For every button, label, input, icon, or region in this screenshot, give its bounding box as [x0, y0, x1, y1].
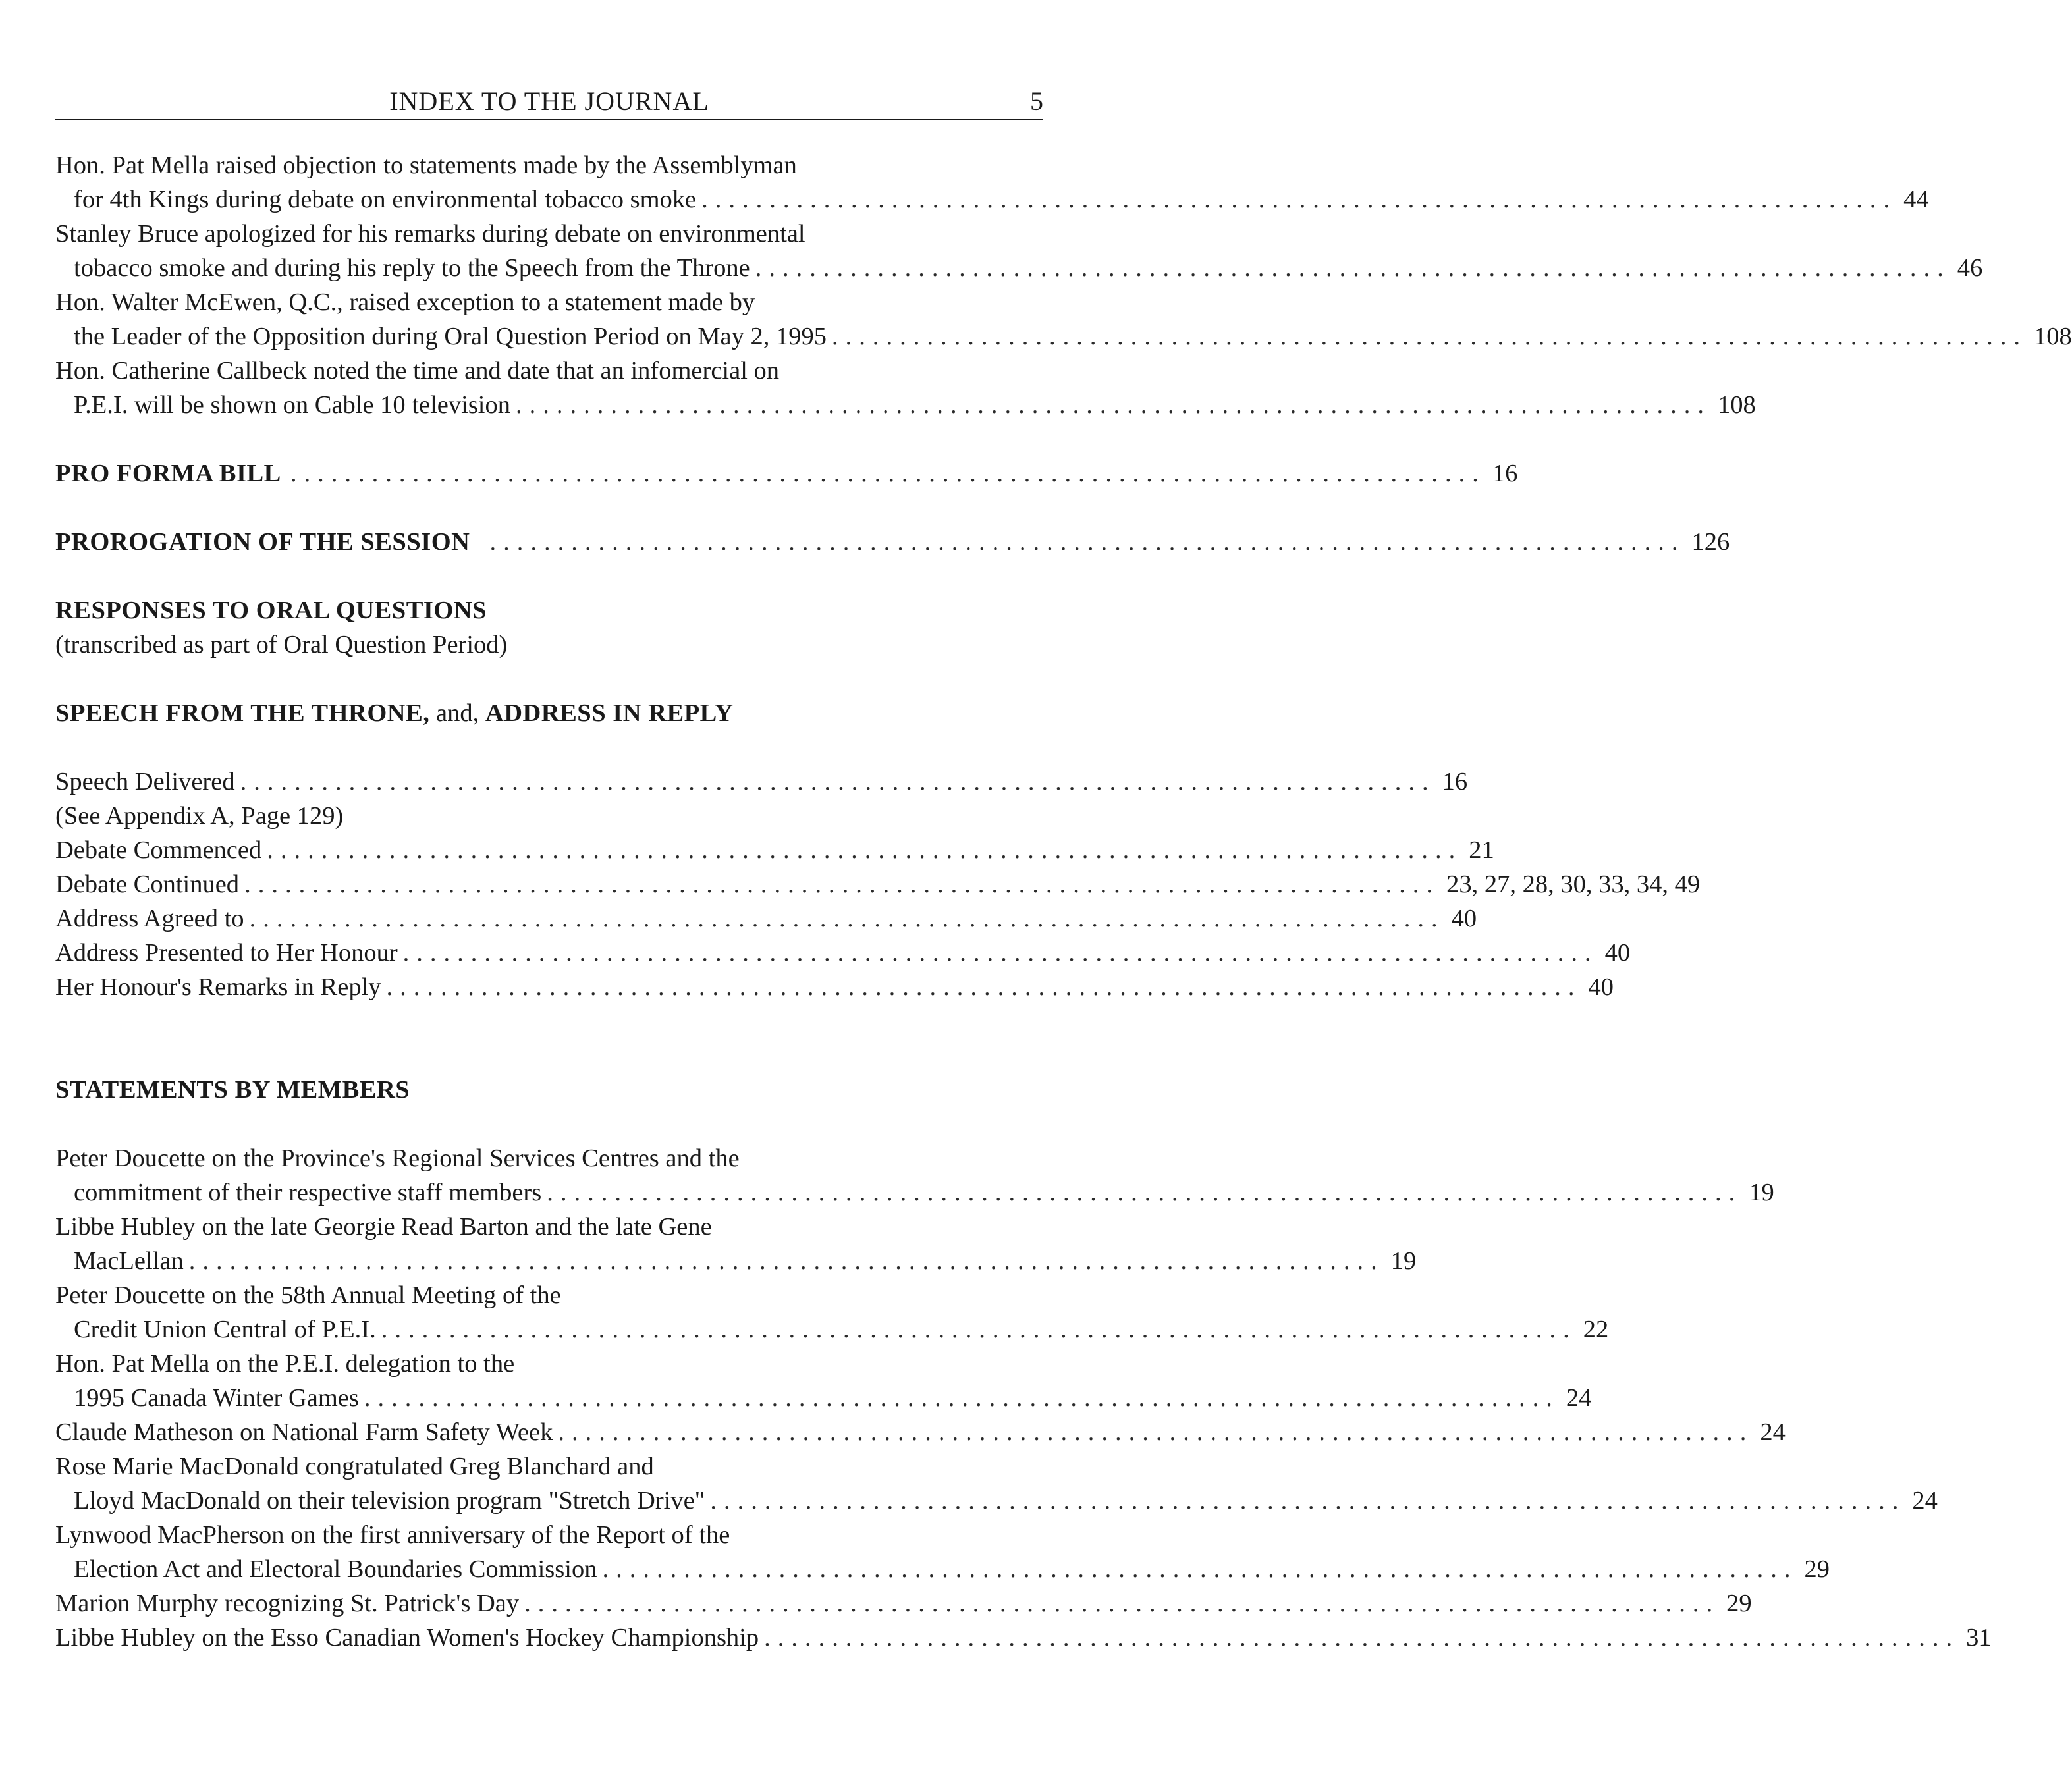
page-ref: 44	[1903, 186, 1929, 213]
page-ref: 29	[1726, 1590, 1752, 1617]
speech-heading: SPEECH FROM THE THRONE, and, ADDRESS IN REPLY	[55, 699, 734, 727]
dot-leader: ........................................................................................	[489, 528, 1685, 556]
objection-entry-2-line2: tobacco smoke and during his reply to the Speech from the Throne ........................................................................................ 46	[55, 251, 1043, 285]
objection-entry-3-line2: the Leader of the Opposition during Oral Question Period on May 2, 1995 ........................................................................................ 108	[55, 319, 1043, 354]
objections-list	[55, 148, 2072, 422]
dot-leader: ........................................................................................	[364, 1384, 1560, 1412]
pro-forma-bill-heading: PRO FORMA BILL ........................................................................................ 16	[55, 456, 1043, 491]
objection-entry-1-line2: for 4th Kings during debate on environmental tobacco smoke ........................................................................................ 44	[55, 182, 1043, 217]
objection-entry-1-line1: Hon. Pat Mella raised objection to statements made by the Assemblyman	[55, 151, 797, 179]
objection-entry-3-line1: Hon. Walter McEwen, Q.C., raised exception to a statement made by	[55, 288, 755, 316]
dot-leader: ........................................................................................	[701, 186, 1897, 213]
dot-leader: ........................................................................................	[755, 254, 1951, 282]
statement-entry-line2: Lloyd MacDonald on their television program "Stretch Drive" ........................................................................................ 24	[55, 1484, 1043, 1518]
page-ref: 24	[1760, 1418, 1786, 1446]
page-ref: 16	[1442, 768, 1468, 795]
statement-entry-line2: MacLellan ........................................................................................ 19	[55, 1244, 1043, 1278]
speech-entry: Her Honour's Remarks in Reply ........................................................................................ 40	[55, 970, 1043, 1004]
dot-leader: ........................................................................................	[188, 1247, 1384, 1275]
running-head-title: INDEX TO THE JOURNAL	[389, 86, 709, 116]
prorogation-heading: PROROGATION OF THE SESSION ........................................................................................ 126	[55, 525, 1043, 559]
dot-leader: ........................................................................................	[558, 1418, 1754, 1446]
dot-leader: ........................................................................................	[710, 1487, 1906, 1515]
page-ref: 108	[2034, 323, 2072, 350]
page-ref: 16	[1492, 460, 1518, 487]
responses-note: (transcribed as part of Oral Question Period)	[55, 631, 508, 658]
page-number: 5	[1030, 86, 1043, 116]
page-ref: 46	[1957, 254, 1983, 282]
statement-entry-line2: 1995 Canada Winter Games ........................................................................................ 24	[55, 1381, 1043, 1415]
page-ref: 29	[1804, 1555, 1830, 1583]
statement-entry-line1: Libbe Hubley on the late Georgie Read Barton and the late Gene	[55, 1213, 712, 1241]
page-ref: 19	[1749, 1179, 1774, 1206]
dot-leader: ........................................................................................	[244, 871, 1440, 898]
statement-entry-line1: Hon. Pat Mella on the P.E.I. delegation to the	[55, 1350, 515, 1378]
speech-entry: Address Agreed to ........................................................................................ 40	[55, 901, 1043, 936]
page-ref: 108	[1718, 391, 1756, 419]
running-head	[55, 0, 1043, 120]
dot-leader: ........................................................................................	[290, 460, 1486, 487]
speech-entry: Debate Continued ........................................................................................ 23, 27, 28, 30, 33, 34, 49	[55, 867, 1043, 901]
statements-list	[55, 1141, 1992, 1655]
dot-leader: ........................................................................................	[249, 905, 1445, 932]
speech-entries	[55, 765, 1701, 1004]
dot-leader: ........................................................................................	[402, 939, 1598, 967]
statement-entry-line1: Rose Marie MacDonald congratulated Greg Blanchard and	[55, 1453, 654, 1480]
objection-entry-2-line1: Stanley Bruce apologized for his remarks during debate on environmental	[55, 220, 805, 248]
page-ref: 22	[1583, 1316, 1609, 1343]
statement-entry-line2: Credit Union Central of P.E.I. ........................................................................................ 22	[55, 1312, 1043, 1347]
page-ref: 21	[1469, 836, 1494, 864]
page-ref: 19	[1390, 1247, 1417, 1275]
page-ref: 40	[1588, 973, 1614, 1001]
dot-leader: ........................................................................................	[547, 1179, 1743, 1206]
dot-leader: ........................................................................................	[524, 1590, 1720, 1617]
page-ref: 126	[1691, 528, 1730, 556]
dot-leader: ........................................................................................	[764, 1624, 1960, 1651]
speech-entry: Debate Commenced ........................................................................................ 21	[55, 833, 1043, 867]
page-ref: 40	[1451, 905, 1477, 932]
statement-entry-line1: Peter Doucette on the 58th Annual Meeting of the	[55, 1281, 561, 1309]
journal-index-page	[55, 0, 2072, 1655]
dot-leader: ........................................................................................	[267, 836, 1463, 864]
statement-entry-line1: Lynwood MacPherson on the first anniversary of the Report of the	[55, 1521, 730, 1549]
objection-entry-4-line1: Hon. Catherine Callbeck noted the time and date that an infomercial on	[55, 357, 780, 385]
dot-leader: ........................................................................................	[240, 768, 1436, 795]
statement-entry: Marion Murphy recognizing St. Patrick's Day ........................................................................................ 29	[55, 1586, 1043, 1621]
dot-leader: ........................................................................................	[386, 973, 1582, 1001]
speech-entry: Speech Delivered ........................................................................................ 16	[55, 765, 1043, 799]
statements-heading: STATEMENTS BY MEMBERS	[55, 1076, 410, 1104]
dot-leader: ........................................................................................	[602, 1555, 1798, 1583]
dot-leader: ........................................................................................	[516, 391, 1711, 419]
statement-entry: Libbe Hubley on the Esso Canadian Women's Hockey Championship ........................................................................................ 31	[55, 1621, 1043, 1655]
responses-heading: RESPONSES TO ORAL QUESTIONS	[55, 597, 487, 624]
dot-leader: ........................................................................................	[832, 323, 2028, 350]
statement-entry-line2: commitment of their respective staff members ........................................................................................ 19	[55, 1175, 1043, 1210]
statement-entry-line1: Peter Doucette on the Province's Regional Services Centres and the	[55, 1144, 740, 1172]
speech-entry-note: (See Appendix A, Page 129)	[55, 802, 344, 830]
statement-entry-line2: Election Act and Electoral Boundaries Commission ........................................................................................ 29	[55, 1552, 1043, 1586]
speech-entry: Address Presented to Her Honour ........................................................................................ 40	[55, 936, 1043, 970]
page-ref: 24	[1566, 1384, 1592, 1412]
page-ref: 31	[1966, 1624, 1992, 1651]
page-ref: 40	[1604, 939, 1631, 967]
page-ref: 23, 27, 28, 30, 33, 34, 49	[1446, 871, 1701, 898]
statement-entry: Claude Matheson on National Farm Safety Week ........................................................................................ 24	[55, 1415, 1043, 1449]
header-rule	[55, 119, 1043, 120]
objection-entry-4-line2: P.E.I. will be shown on Cable 10 television ........................................................................................ 108	[55, 388, 1043, 422]
page-ref: 24	[1912, 1487, 1938, 1515]
dot-leader: ........................................................................................	[381, 1316, 1577, 1343]
